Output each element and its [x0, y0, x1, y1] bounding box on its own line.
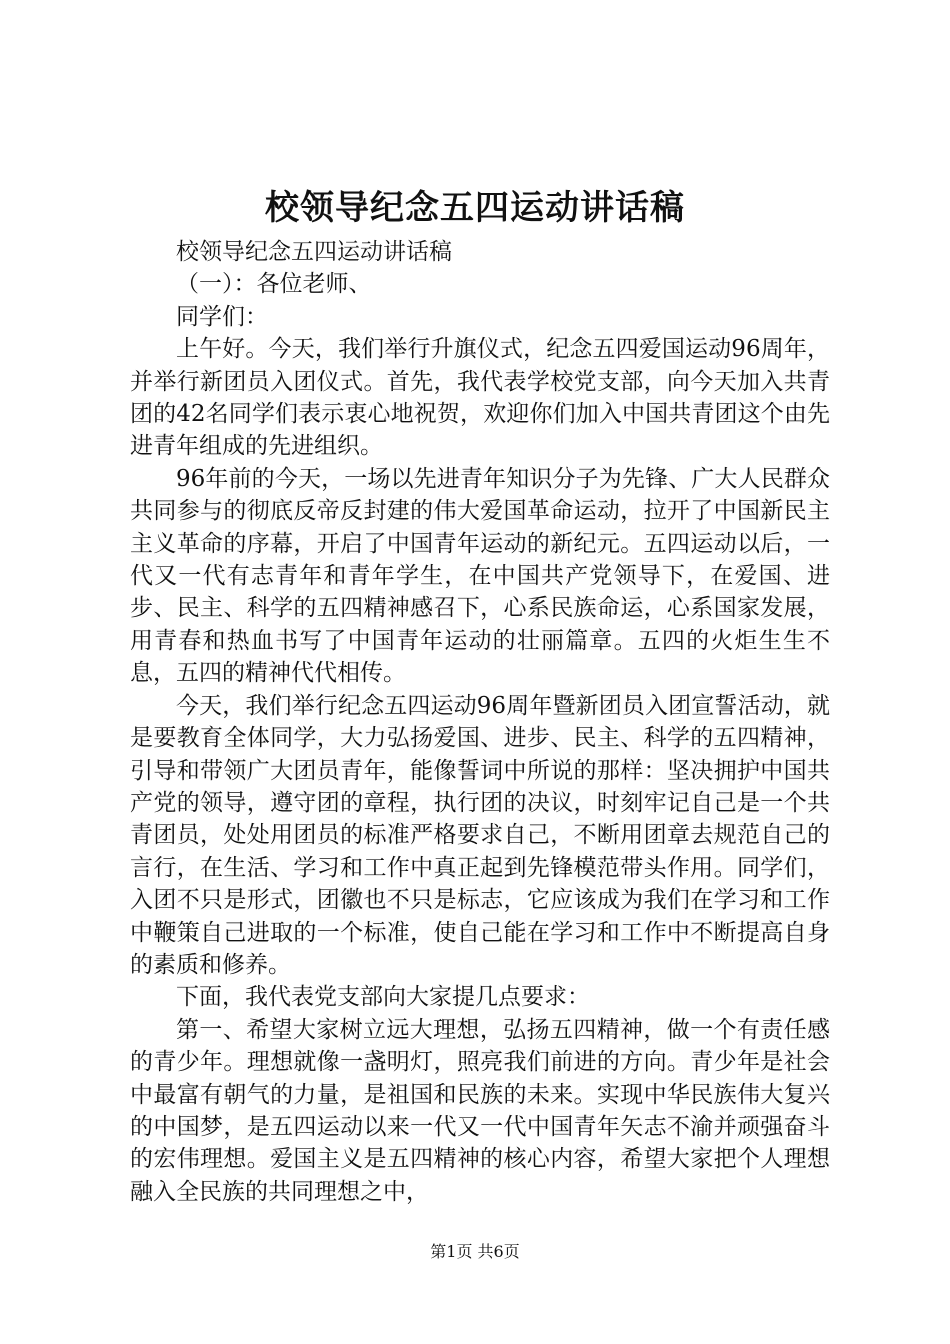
- document-title: 校领导纪念五四运动讲话稿: [265, 188, 685, 228]
- document-body: [130, 236, 830, 1208]
- page-number-footer: 第1页 共6页: [430, 1242, 520, 1261]
- salutation-paragraph: （一）：各位老师、: [176, 271, 372, 298]
- body-paragraph: 下面，我代表党支部向大家提几点要求：: [176, 984, 590, 1011]
- body-paragraph: 第一、希望大家树立远大理想，弘扬五四精神，做一个有责任感的青少年。理想就像一盏明灯，照亮我们前进的方向。青少年是社会中最富有朝气的力量，是祖国和民族的未来。实现中华民族伟大复兴的中国梦，是五四运动以来一代又一代中国青年矢志不渝并顽强奋斗的宏伟理想。爱国主义是五四精神的核心内容，希望大家把个人理想融入全民族的共同理想之中，: [130, 1016, 830, 1205]
- subtitle-paragraph: 校领导纪念五四运动讲话稿: [176, 239, 452, 265]
- body-paragraph: 上午好。今天，我们举行升旗仪式，纪念五四爱国运动96周年，并举行新团员入团仪式。首先，我代表学校党支部，向今天加入共青团的42名同学们表示衷心地祝贺，欢迎你们加入中国共青团这个由先进青年组成的先进组织。: [130, 336, 830, 460]
- body-paragraph: 今天，我们举行纪念五四运动96周年暨新团员入团宣誓活动，就是要教育全体同学，大力弘扬爱国、进步、民主、科学的五四精神，引导和带领广大团员青年，能像誓词中所说的那样：坚决拥护中国共产党的领导，遵守团的章程，执行团的决议，时刻牢记自己是一个共青团员，处处用团员的标准严格要求自己，不断用团章去规范自己的言行，在生活、学习和工作中真正起到先锋模范带头作用。同学们，入团不只是形式，团徽也不只是标志，它应该成为我们在学习和工作中鞭策自己进取的一个标准，使自己能在学习和工作中不断提高自身的素质和修养。: [130, 692, 830, 978]
- salutation-paragraph-2: 同学们：: [176, 303, 268, 330]
- body-paragraph: 96年前的今天，一场以先进青年知识分子为先锋、广大人民群众共同参与的彻底反帝反封建的伟大爱国革命运动，拉开了中国新民主主义革命的序幕，开启了中国青年运动的新纪元。五四运动以后，一代又一代有志青年和青年学生，在中国共产党领导下，在爱国、进步、民主、科学的五四精神感召下，心系民族命运，心系国家发展，用青春和热血书写了中国青年运动的壮丽篇章。五四的火炬生生不息，五四的精神代代相传。: [130, 465, 830, 687]
